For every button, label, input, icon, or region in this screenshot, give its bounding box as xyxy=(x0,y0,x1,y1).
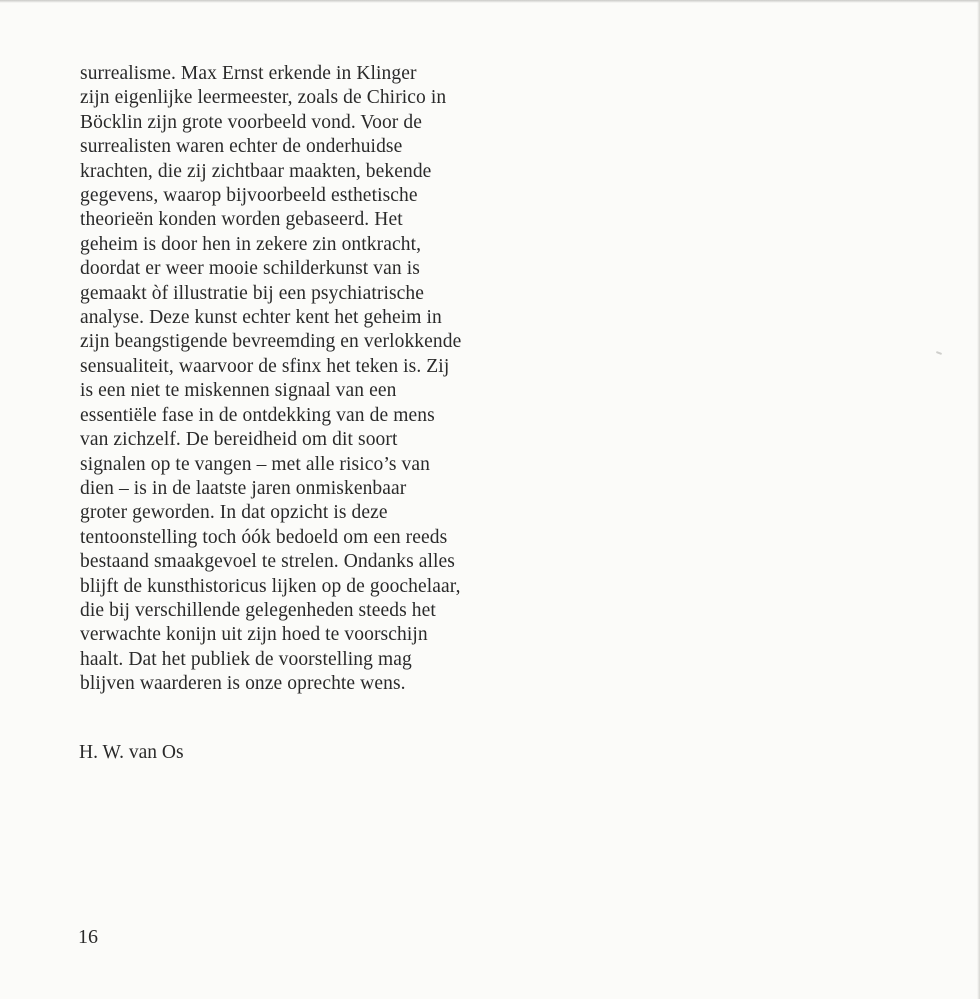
text-line: theorieën konden worden gebaseerd. Het xyxy=(80,209,403,231)
text-line: van zichzelf. De bereidheid om dit soort xyxy=(80,429,398,451)
text-line: geheim is door hen in zekere zin ontkracht, xyxy=(80,233,422,255)
text-line: signalen op te vangen – met alle risico’s van xyxy=(80,453,430,475)
text-line: surrealisten waren echter de onderhuidse xyxy=(80,136,403,158)
text-line: blijft de kunsthistoricus lijken op de goochelaar, xyxy=(80,575,461,597)
page-edge-top xyxy=(0,0,980,3)
text-line: sensualiteit, waarvoor de sfinx het teken is. Zij xyxy=(80,355,450,377)
text-line: Böcklin zijn grote voorbeeld vond. Voor de xyxy=(80,111,422,133)
text-line: gegevens, waarop bijvoorbeeld esthetische xyxy=(80,185,418,207)
text-line: bestaand smaakgevoel te strelen. Ondanks alles xyxy=(80,551,455,573)
author-signature: H. W. van Os xyxy=(79,742,184,763)
text-line: doordat er weer mooie schilderkunst van is xyxy=(80,258,420,280)
text-line: blijven waarderen is onze oprechte wens. xyxy=(80,673,406,695)
text-line: krachten, die zij zichtbaar maakten, bekende xyxy=(80,160,432,182)
text-line: surrealisme. Max Ernst erkende in Klinger xyxy=(80,63,417,84)
text-line: gemaakt òf illustratie bij een psychiatrische xyxy=(80,282,425,304)
body-text xyxy=(80,62,500,697)
text-line: analyse. Deze kunst echter kent het geheim in xyxy=(80,307,442,329)
text-line: zijn beangstigende bevreemding en verlokkende xyxy=(80,331,462,353)
text-line: dien – is in de laatste jaren onmiskenbaar xyxy=(80,477,407,499)
text-line: zijn eigenlijke leermeester, zoals de Chirico in xyxy=(80,87,447,109)
text-line: groter geworden. In dat opzicht is deze xyxy=(80,502,388,524)
text-line: tentoonstelling toch óók bedoeld om een reeds xyxy=(80,526,448,548)
text-line: verwachte konijn uit zijn hoed te voorschijn xyxy=(80,624,428,646)
text-line: die bij verschillende gelegenheden steeds het xyxy=(80,599,436,621)
text-line: is een niet te miskennen signaal van een xyxy=(80,380,397,402)
page-number: 16 xyxy=(78,926,98,948)
paper-speck xyxy=(936,351,942,355)
text-line: essentiële fase in de ontdekking van de mens xyxy=(80,404,435,426)
text-line: haalt. Dat het publiek de voorstelling mag xyxy=(80,648,412,670)
